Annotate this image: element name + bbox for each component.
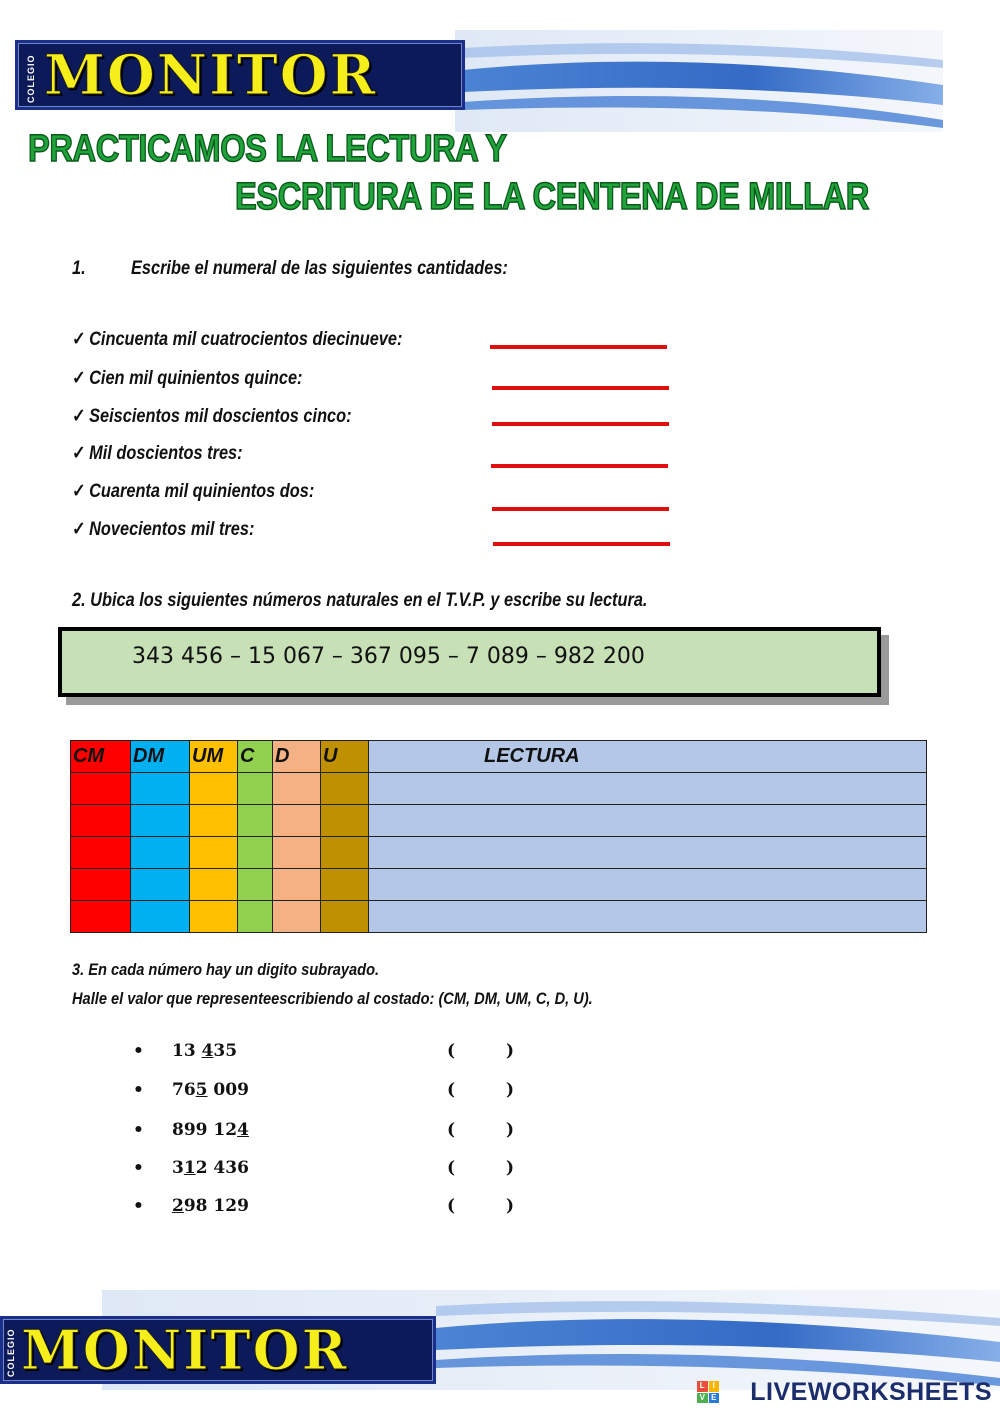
cell-um[interactable] [190,805,238,837]
exercise-number: 765 009 [172,1080,249,1100]
cell-u[interactable] [321,901,369,933]
cell-lectura[interactable] [369,773,927,805]
answer-paren-open: ( [447,1120,456,1140]
underlined-digit: 2 [172,1196,184,1216]
cell-lectura[interactable] [369,869,927,901]
check-icon: ✓ [72,443,86,464]
bullet-icon: • [133,1041,144,1061]
cell-u[interactable] [321,837,369,869]
cell-um[interactable] [190,837,238,869]
footer-logo-colegio: COLEGIO [6,1328,16,1377]
cell-cm[interactable] [71,901,131,933]
cell-dm[interactable] [131,837,190,869]
answer-blank-2[interactable] [460,1080,504,1102]
header-banner [15,30,943,132]
cell-c[interactable] [238,869,273,901]
answer-paren-open: ( [447,1080,456,1100]
cell-d[interactable] [273,869,321,901]
check-icon: ✓ [72,481,86,502]
liveworksheets-icon: L I V E [697,1381,719,1403]
cell-um[interactable] [190,773,238,805]
section1-heading-number: 1. [72,258,86,279]
answer-paren-open: ( [447,1041,456,1061]
cell-um[interactable] [190,869,238,901]
list-item-label: Cien mil quinientos quince: [89,368,303,389]
footer-banner [0,1290,1000,1390]
cell-d[interactable] [273,773,321,805]
header-dm: DM [131,741,190,773]
table-row [71,805,927,837]
exercise-number: 312 436 [172,1158,249,1178]
answer-paren-close: ) [506,1196,515,1216]
cell-d[interactable] [273,901,321,933]
underlined-digit: 1 [183,1158,196,1178]
footer-logo [0,1316,436,1384]
answer-blank-1[interactable] [460,1041,504,1063]
tvp-table [70,740,927,933]
bullet-icon: • [133,1120,144,1140]
header-u: U [321,741,369,773]
header-logo-text: MONITOR [44,42,378,107]
cell-dm[interactable] [131,805,190,837]
cell-c[interactable] [238,901,273,933]
exercise-number: 298 129 [172,1196,249,1216]
cell-dm[interactable] [131,773,190,805]
bullet-icon: • [133,1080,144,1100]
list-item [72,367,302,390]
answer-paren-close: ) [506,1041,515,1061]
cell-c[interactable] [238,773,273,805]
liveworksheets-watermark[interactable]: LIVEWORKSHEETS [750,1378,992,1406]
header-d: D [273,741,321,773]
check-icon: ✓ [72,519,86,540]
list-item [72,442,243,465]
list-item [72,328,402,351]
cell-lectura[interactable] [369,837,927,869]
cell-cm[interactable] [71,773,131,805]
answer-blank-5[interactable] [460,1196,504,1218]
answer-paren-close: ) [506,1080,515,1100]
table-row [71,773,927,805]
answer-line-6[interactable] [493,542,670,546]
exercise-number: 13 435 [172,1041,238,1061]
underlined-digit: 4 [237,1120,249,1140]
section3-instruction: Halle el valor que representeescribiendo al costado: (CM, DM, UM, C, D, U). [72,989,593,1008]
cell-u[interactable] [321,869,369,901]
answer-line-1[interactable] [490,345,667,349]
answer-paren-close: ) [506,1158,515,1178]
cell-u[interactable] [321,805,369,837]
underlined-digit: 5 [195,1080,208,1100]
answer-blank-3[interactable] [460,1120,504,1142]
cell-d[interactable] [273,805,321,837]
cell-c[interactable] [238,805,273,837]
cell-lectura[interactable] [369,901,927,933]
underlined-digit: 4 [201,1041,214,1061]
cell-u[interactable] [321,773,369,805]
header-logo-colegio: COLEGIO [26,54,36,103]
exercise-number: 899 124 [172,1120,249,1140]
check-icon: ✓ [72,406,86,427]
section1-heading: Escribe el numeral de las siguientes cantidades: [131,258,508,279]
list-item-label: Cincuenta mil cuatrocientos diecinueve: [89,329,403,350]
table-header-row [71,741,927,773]
page-title-line1: PRACTICAMOS LA LECTURA Y [28,128,507,170]
numbers-box [58,627,881,697]
cell-cm[interactable] [71,837,131,869]
list-item [72,518,254,541]
cell-dm[interactable] [131,869,190,901]
section3-heading: 3. En cada número hay un digito subrayado. [72,960,380,979]
footer-logo-text: MONITOR [21,1318,349,1382]
list-item-label: Cuarenta mil quinientos dos: [89,481,315,502]
numbers-list: 343 456 – 15 067 – 367 095 – 7 089 – 982 200 [132,644,645,669]
header-lectura: LECTURA [369,741,927,773]
header-logo [15,40,465,110]
section2-heading: 2. Ubica los siguientes números naturales en el T.V.P. y escribe su lectura. [72,590,648,611]
bullet-icon: • [133,1158,144,1178]
list-item-label: Mil doscientos tres: [89,443,243,464]
check-icon: ✓ [72,329,86,350]
cell-cm[interactable] [71,805,131,837]
page-title-line2: ESCRITURA DE LA CENTENA DE MILLAR [235,176,869,218]
answer-paren-open: ( [447,1196,456,1216]
answer-blank-4[interactable] [460,1158,504,1180]
table-row [71,837,927,869]
bullet-icon: • [133,1196,144,1216]
header-c: C [238,741,273,773]
answer-line-4[interactable] [491,464,668,468]
answer-line-5[interactable] [492,507,669,511]
cell-lectura[interactable] [369,805,927,837]
header-cm: CM [71,741,131,773]
cell-um[interactable] [190,901,238,933]
check-icon: ✓ [72,368,86,389]
list-item-label: Novecientos mil tres: [89,519,255,540]
answer-line-3[interactable] [492,422,669,426]
cell-dm[interactable] [131,901,190,933]
list-item-label: Seiscientos mil doscientos cinco: [89,406,352,427]
answer-paren-open: ( [447,1158,456,1178]
answer-paren-close: ) [506,1120,515,1140]
cell-d[interactable] [273,837,321,869]
list-item [72,405,352,428]
table-row [71,869,927,901]
cell-cm[interactable] [71,869,131,901]
header-um: UM [190,741,238,773]
list-item [72,480,314,503]
table-row [71,901,927,933]
cell-c[interactable] [238,837,273,869]
answer-line-2[interactable] [492,386,669,390]
